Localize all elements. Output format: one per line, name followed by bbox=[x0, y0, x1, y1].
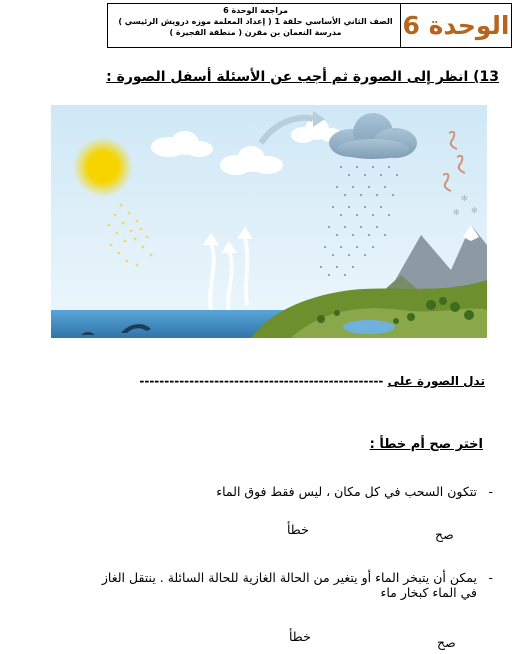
statement-2-line-1: يمكن أن يتبخر الماء أو يتغير من الحالة الغازية للحالة السائلة . ينتقل الغاز bbox=[101, 570, 477, 585]
water-cycle-illustration bbox=[51, 105, 487, 338]
option-false-1[interactable]: خطأ bbox=[287, 522, 309, 537]
unit-cell bbox=[400, 4, 511, 47]
prompt-label: تدل الصورة على bbox=[387, 374, 485, 388]
option-true-2[interactable]: صح bbox=[437, 635, 456, 650]
statement-1-text: تتكون السحب في كل مكان ، ليس فقط فوق الماء bbox=[216, 484, 477, 499]
header-line-school: مدرسة النعمان بن مقرن ( منطقة الفجيرة ) bbox=[169, 28, 342, 37]
svg-text:✻: ✻ bbox=[471, 206, 478, 215]
header-line-grade: الصف الثاني الأساسي حلقة 1 ( إعداد المعلمة موزه درويش الرئيسي ) bbox=[118, 17, 393, 26]
dash-1: - bbox=[488, 484, 493, 499]
statement-1 bbox=[216, 484, 493, 499]
statement-2-line-2: في الماء كبخار ماء bbox=[380, 585, 477, 600]
unit-title: الوحدة 6 bbox=[402, 11, 510, 40]
dash-2: - bbox=[488, 570, 493, 585]
answer-blank[interactable]: ------------------------------------------------- bbox=[139, 374, 384, 388]
prompt-line bbox=[139, 374, 485, 388]
header-box bbox=[107, 3, 512, 48]
svg-text:✻: ✻ bbox=[461, 194, 468, 203]
lake bbox=[343, 320, 395, 334]
svg-text:✻: ✻ bbox=[453, 208, 460, 217]
statement-2 bbox=[101, 570, 493, 600]
header-info bbox=[112, 5, 399, 38]
option-false-2[interactable]: خطأ bbox=[289, 629, 311, 644]
header-line-review: مراجعة الوحدة 6 bbox=[223, 6, 288, 15]
option-true-1[interactable]: صح bbox=[435, 527, 454, 542]
sun-icon bbox=[87, 151, 119, 183]
question-title: 13) انظر إلى الصورة ثم أجب عن الأسئلة أسفل الصورة : bbox=[106, 69, 499, 85]
true-false-title: اختر صح أم خطأ : bbox=[369, 437, 483, 452]
